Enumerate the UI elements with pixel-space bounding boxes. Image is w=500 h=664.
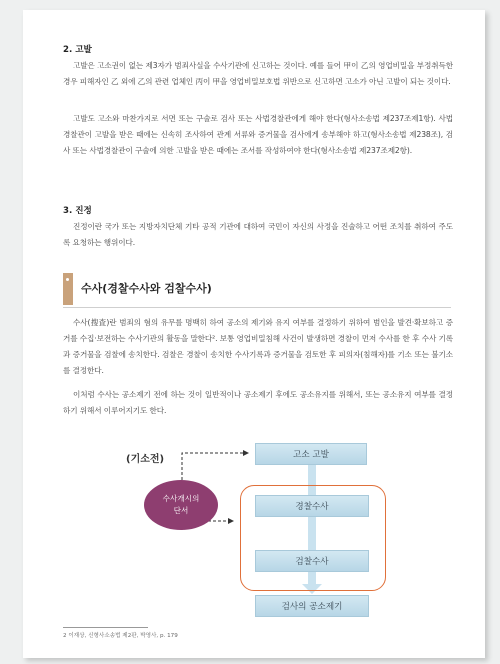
footnote: 2 이재상, 신형사소송법 제2판, 박영사, p. 179 xyxy=(63,633,178,639)
box-police-investigation: 경찰수사 xyxy=(255,495,369,517)
heading-complaint: 2. 고발 xyxy=(63,45,92,55)
paragraph-petition: 진정이란 국가 또는 지방자치단체 기타 공적 기관에 대하여 국민이 자신의 사정을 진술하고 어떤 조치를 취하여 주도록 요청하는 행위이다. xyxy=(63,222,453,247)
paragraph-complaint-1: 고발은 고소권이 없는 제3자가 범죄사실을 수사기관에 신고하는 것이다. 예를 들어 甲이 乙의 영업비밀을 부정취득한 경우 피해자인 乙 외에 乙의 관련 업체인 丙이 甲을 영업비밀보호법 위반으로 신고하면 고소가 아닌 고발이 되는 것이다. xyxy=(63,61,453,86)
footnote-divider xyxy=(63,627,148,628)
box-complaint: 고소 고발 xyxy=(255,443,367,465)
dashed-arrow-to-complaint xyxy=(182,453,248,480)
heading-petition: 3. 진정 xyxy=(63,206,92,216)
paragraph-investigation-2: 이처럼 수사는 공소제기 전에 하는 것이 일반적이나 공소제기 후에도 공소유지를 위해서, 또는 공소유지 여부를 결정하기 위해서 이루어지기도 한다. xyxy=(63,390,453,415)
paragraph-investigation-1: 수사(搜査)란 범죄의 혐의 유무를 명백히 하여 공소의 제기와 유지 여부를 결정하기 위하여 범인을 발견·확보하고 증거를 수집·보전하는 수사기관의 활동을 말한다². 보통 영업비밀침해 사건이 발생하면 경찰이 먼저 수사를 한 후 수사 기록과 증거물을 검찰에 송치한다. 검찰은 경찰이 송치한 수사기록과 증거물을 검토한 후 피의자(침해자)를 기소 또는 불기소를 결정한다. xyxy=(63,318,453,375)
box-indictment: 검사의 공소제기 xyxy=(255,595,369,617)
oval-line-1: 수사개시의 xyxy=(162,494,200,503)
diagram-label: (기소전) xyxy=(126,454,165,465)
oval-investigation-start xyxy=(144,480,218,530)
document-page xyxy=(23,10,485,658)
section-title-investigation: 수사(경찰수사와 검찰수사) xyxy=(81,282,212,295)
oval-line-2: 단서 xyxy=(173,506,189,515)
box-prosecution-investigation: 검찰수사 xyxy=(255,550,369,572)
paragraph-complaint-2: 고발도 고소와 마찬가지로 서면 또는 구술로 검사 또는 사법경찰관에게 해야 한다(형사소송법 제237조제1항). 사법경찰관이 고발을 받은 때에는 신속히 조사하여 관계 서류와 증거물을 검사에게 송부해야 하고(형사소송법 제238조), 검사 또는 사법경찰관이 구술에 의한 고발을 받은 때에는 조서를 작성하여야 한다(형사소송법 제237조제2항). xyxy=(63,114,453,155)
